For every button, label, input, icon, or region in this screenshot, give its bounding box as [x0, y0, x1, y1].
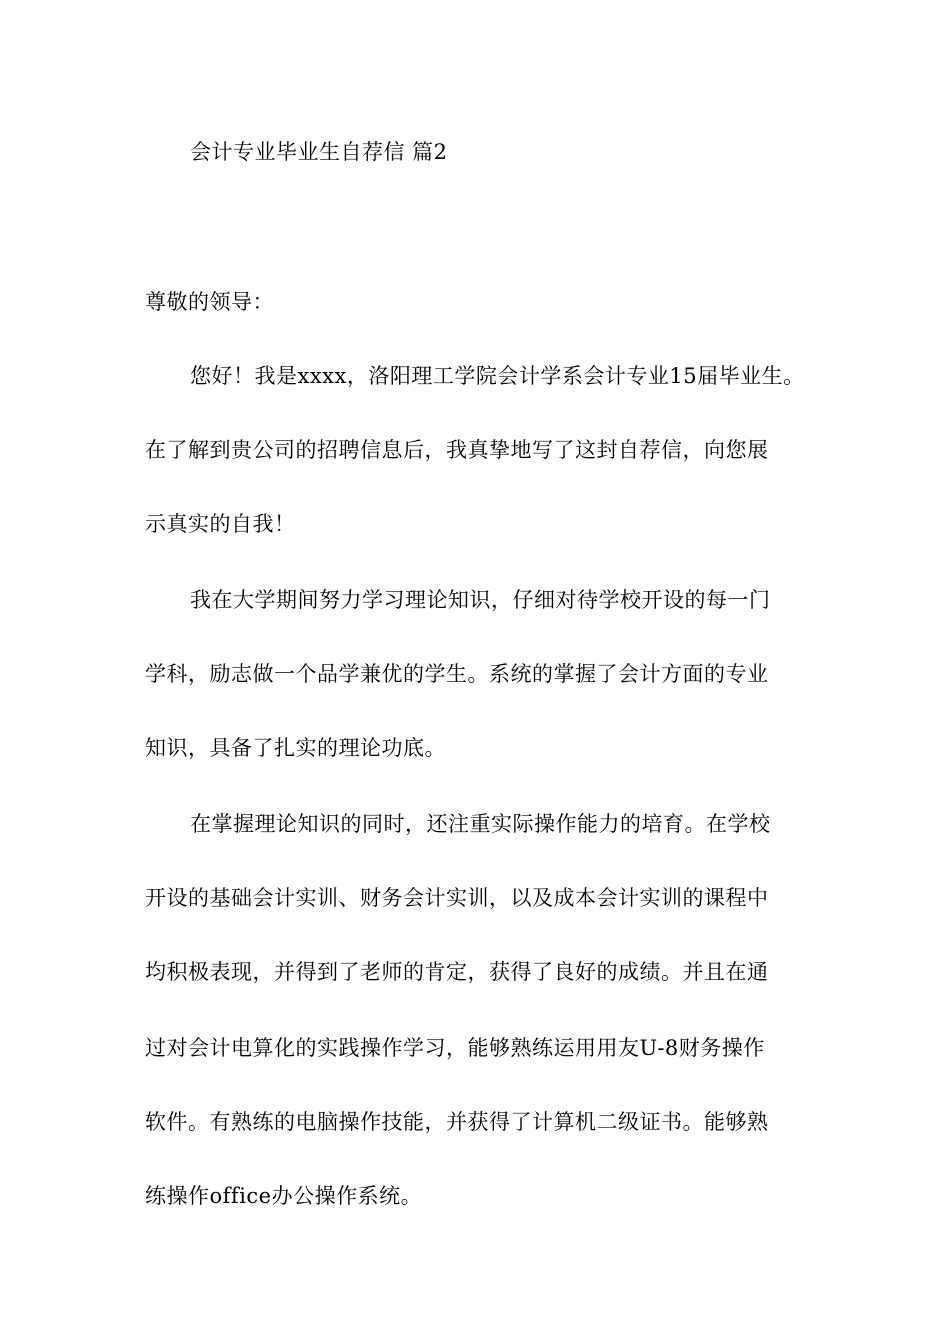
body-line: 均积极表现，并得到了老师的肯定，获得了良好的成绩。并且在通	[145, 960, 769, 984]
body-line: 在了解到贵公司的招聘信息后，我真挚地写了这封自荐信，向您展	[145, 438, 769, 462]
document-title: 会计专业毕业生自荐信 篇2	[190, 140, 448, 164]
body-line: 您好！我是xxxx，洛阳理工学院会计学系会计专业15届毕业生。	[190, 364, 805, 388]
body-line: 在掌握理论知识的同时，还注重实际操作能力的培育。在学校	[190, 812, 771, 836]
body-line: 开设的基础会计实训、财务会计实训，以及成本会计实训的课程中	[145, 886, 769, 910]
body-line: 学科，励志做一个品学兼优的学生。系统的掌握了会计方面的专业	[145, 662, 769, 686]
body-line: 练操作office办公操作系统。	[145, 1184, 423, 1208]
body-line: 示真实的自我！	[145, 512, 296, 536]
salutation: 尊敬的领导：	[145, 290, 274, 314]
body-line: 知识，具备了扎实的理论功底。	[145, 736, 446, 760]
body-line: 过对会计电算化的实践操作学习，能够熟练运用用友U-8财务操作	[145, 1036, 765, 1060]
body-line: 软件。有熟练的电脑操作技能，并获得了计算机二级证书。能够熟	[145, 1110, 769, 1134]
body-line: 我在大学期间努力学习理论知识，仔细对待学校开设的每一门	[190, 588, 771, 612]
